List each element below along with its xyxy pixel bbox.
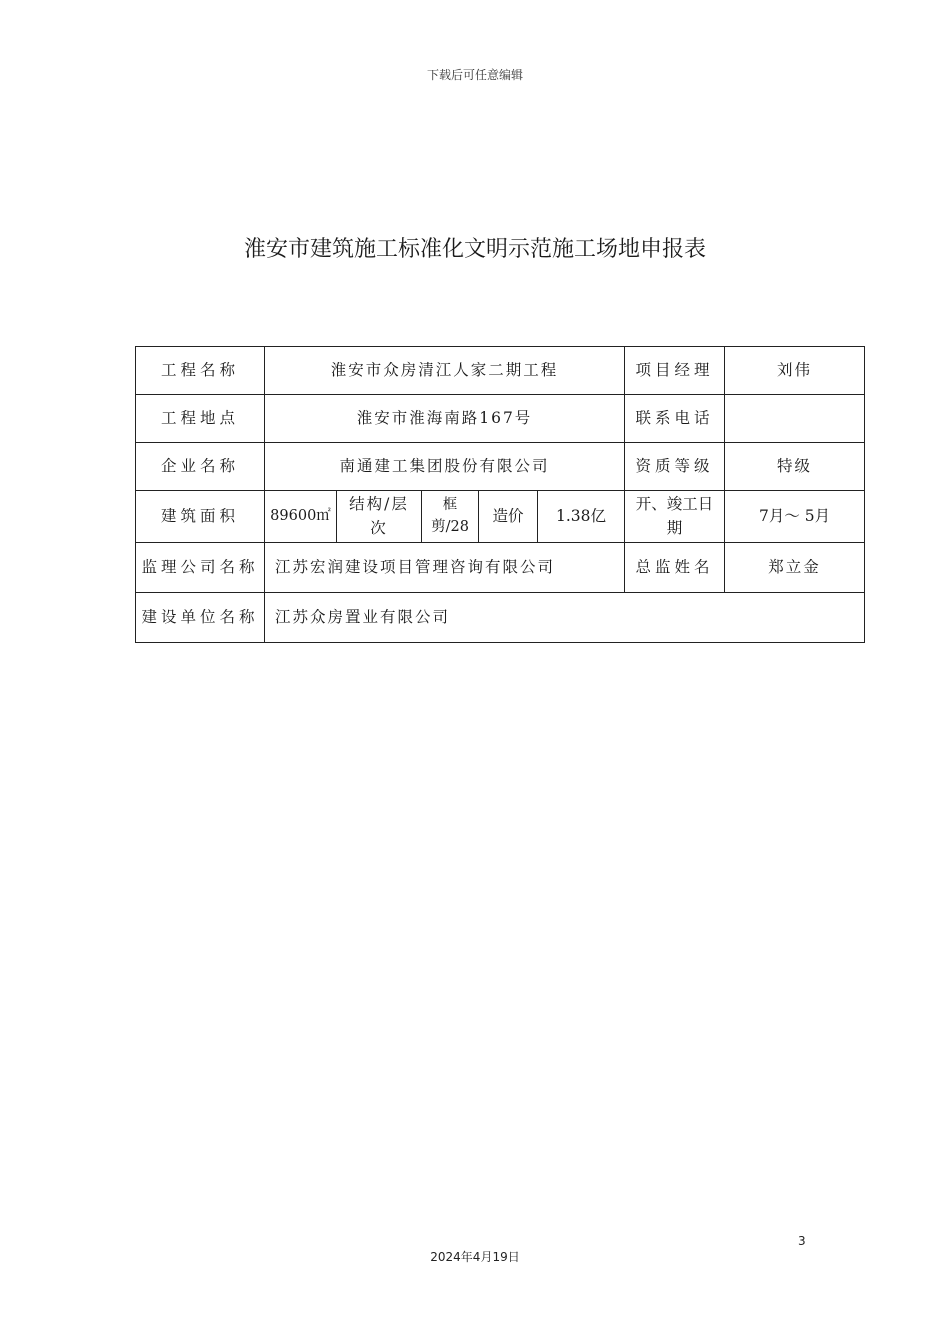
project-name-value: 淮安市众房清江人家二期工程 [265, 347, 625, 395]
table-row [136, 395, 865, 443]
table-row [136, 593, 865, 643]
dates-label: 开、竣工日期 [625, 491, 725, 543]
header-note: 下载后可任意编辑 [426, 68, 523, 82]
application-form-table [135, 346, 865, 643]
area-label: 建筑面积 [136, 491, 265, 543]
location-label: 工程地点 [136, 395, 265, 443]
cost-label: 造价 [479, 491, 538, 543]
phone-value [725, 395, 865, 443]
developer-value: 江苏众房置业有限公司 [265, 593, 865, 643]
document-title: 淮安市建筑施工标准化文明示范施工场地申报表 [243, 237, 706, 262]
structure-value: 框剪/28 [422, 491, 479, 543]
developer-label: 建设单位名称 [136, 593, 265, 643]
dates-value: 7月～ 5月 [725, 491, 865, 543]
qualification-value: 特级 [725, 443, 865, 491]
cost-value: 1.38亿 [538, 491, 625, 543]
table-row [136, 543, 865, 593]
table-row [136, 443, 865, 491]
supervisor-company-value: 江苏宏润建设项目管理咨询有限公司 [265, 543, 625, 593]
location-value: 淮安市淮海南路167号 [265, 395, 625, 443]
company-value: 南通建工集团股份有限公司 [265, 443, 625, 491]
supervisor-company-label: 监理公司名称 [136, 543, 265, 593]
page-number: 3 [798, 1234, 806, 1248]
area-value: 89600㎡ [265, 491, 337, 543]
table-row [136, 347, 865, 395]
qualification-label: 资质等级 [625, 443, 725, 491]
manager-label: 项目经理 [625, 347, 725, 395]
phone-label: 联系电话 [625, 395, 725, 443]
structure-label: 结构/层次 [337, 491, 422, 543]
chief-supervisor-label: 总监姓名 [625, 543, 725, 593]
footer-date: 2024年4月19日 [430, 1250, 520, 1264]
chief-supervisor-value: 郑立金 [725, 543, 865, 593]
table-row [136, 491, 865, 543]
company-label: 企业名称 [136, 443, 265, 491]
manager-value: 刘伟 [725, 347, 865, 395]
project-name-label: 工程名称 [136, 347, 265, 395]
